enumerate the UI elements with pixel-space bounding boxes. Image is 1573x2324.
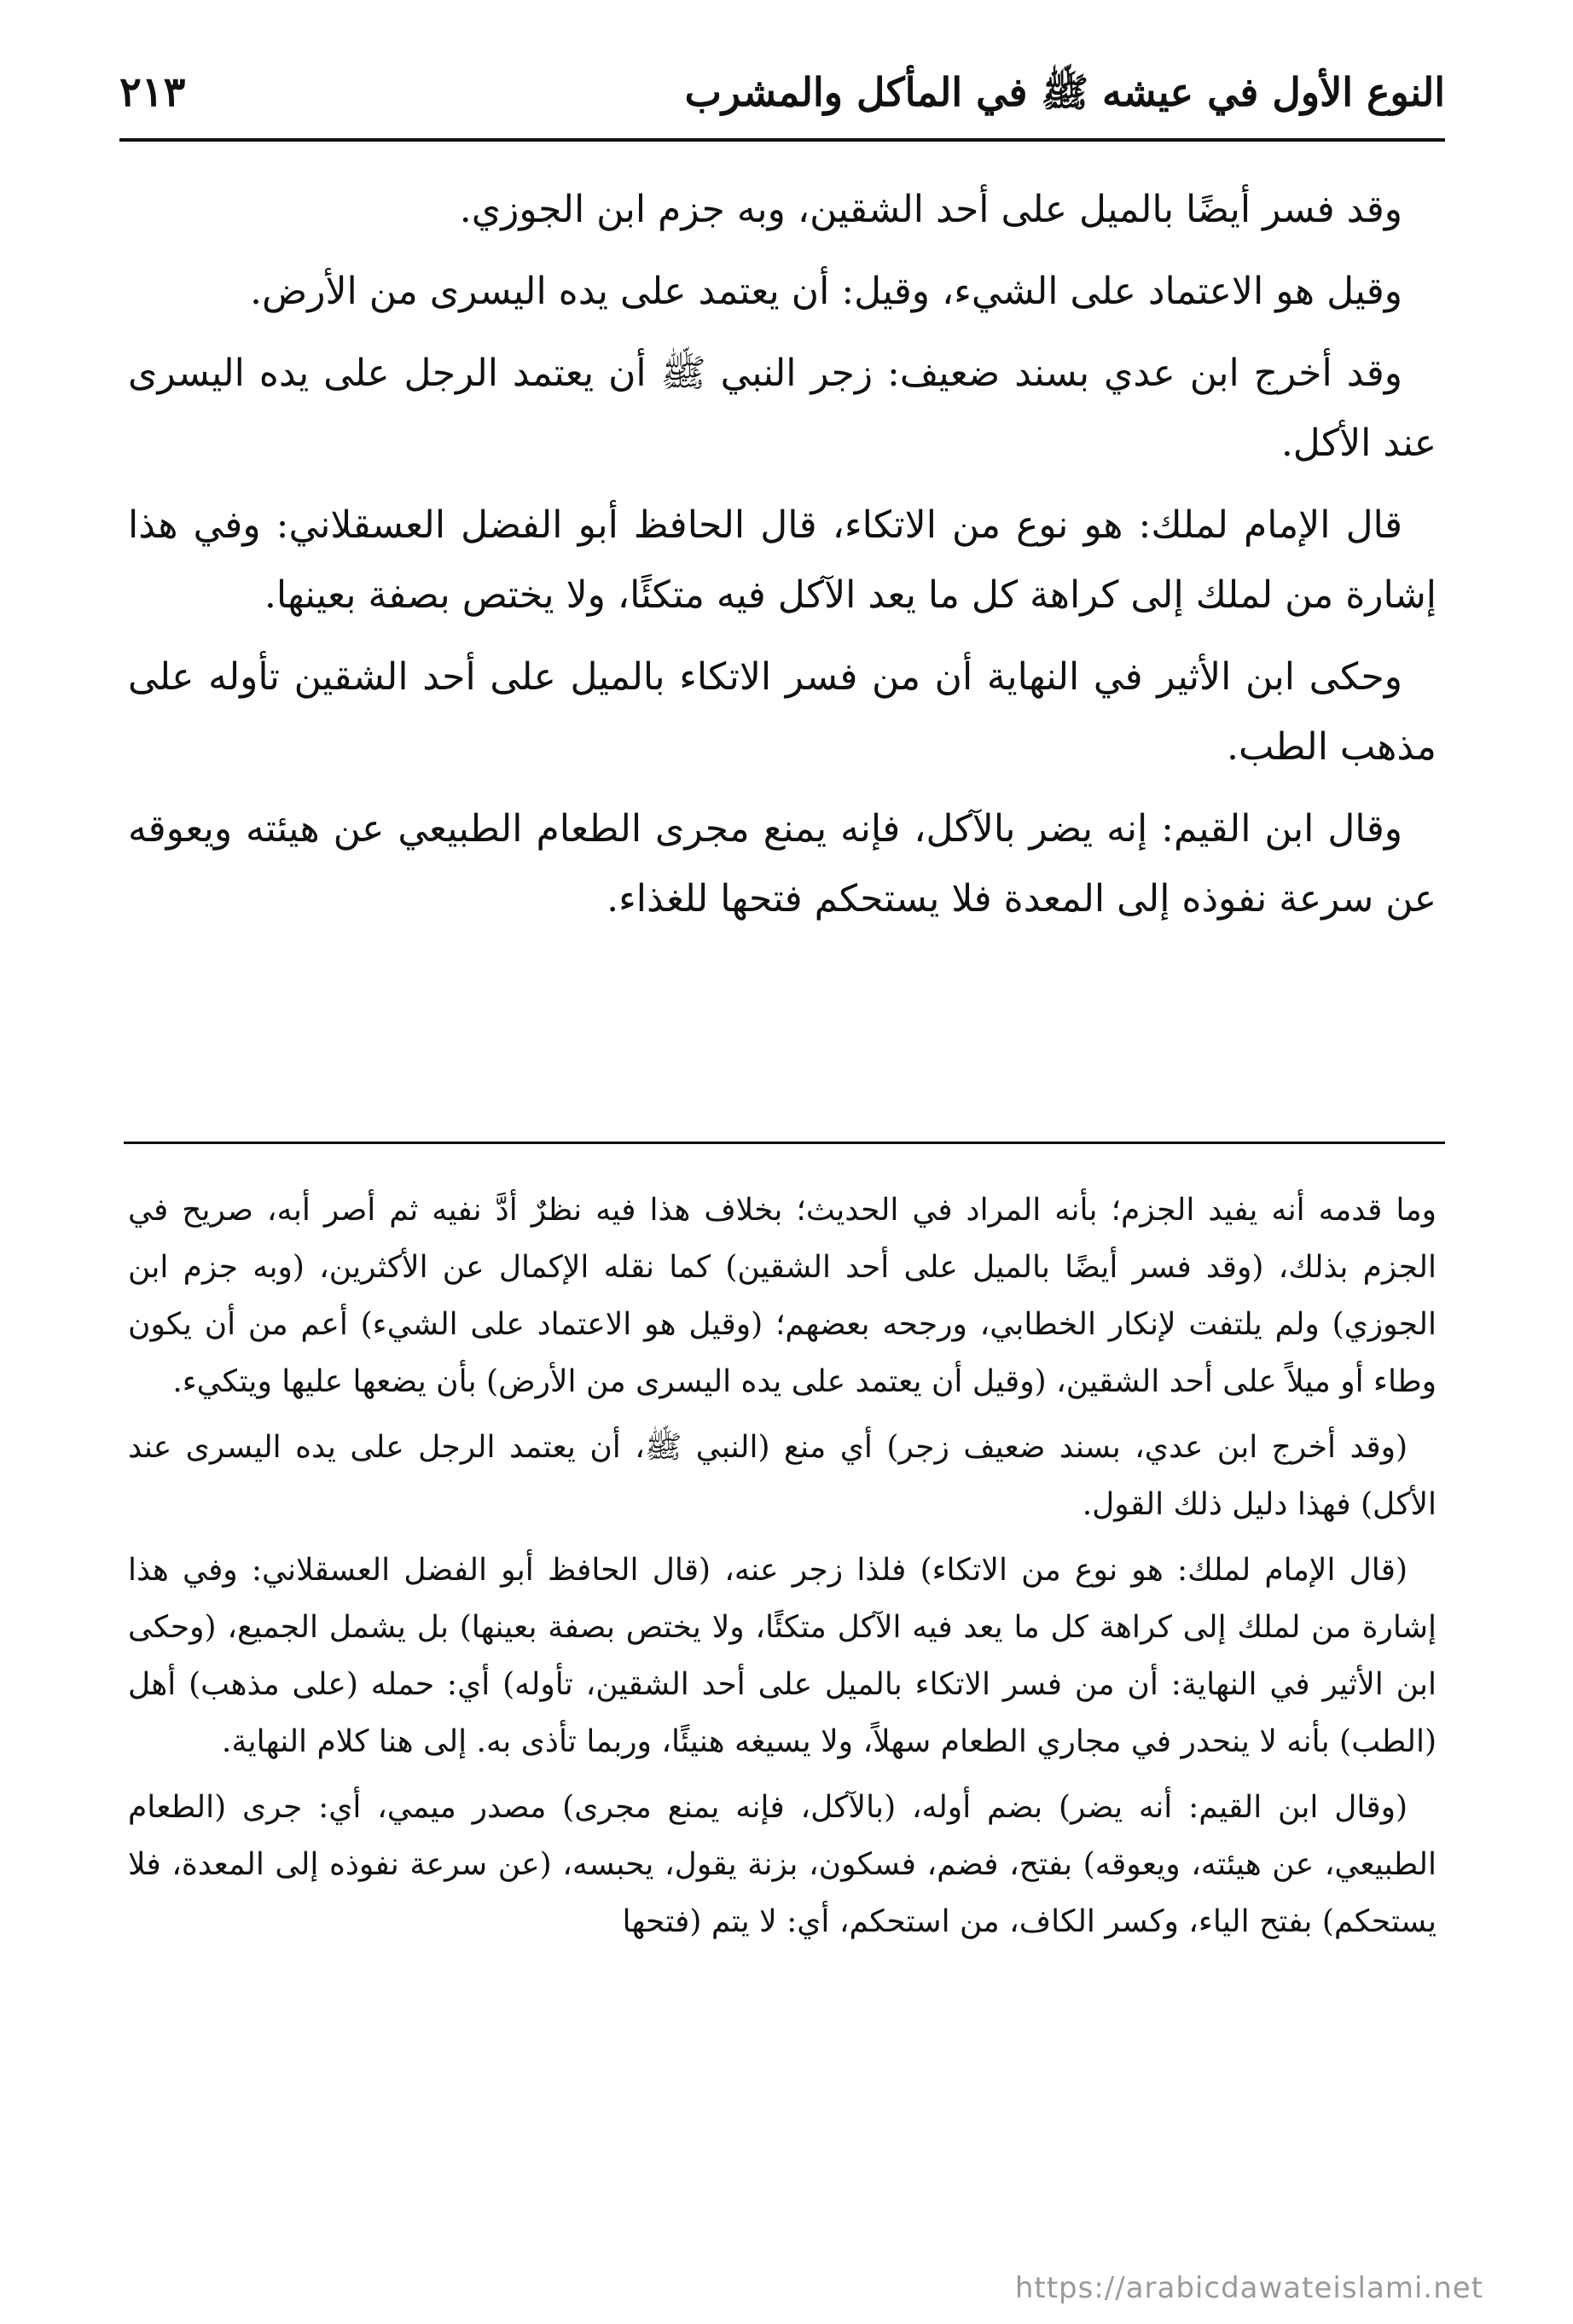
commentary-text — [128, 1182, 1437, 1959]
commentary-paragraph: (وقد أخرج ابن عدي، بسند ضعيف زجر) أي منع (النبي ﷺ، أن يعتمد الرجل على يده اليسرى عند الأكل) فهذا دليل ذلك القول. — [128, 1430, 1437, 1522]
page-header — [119, 60, 1445, 141]
main-text — [128, 175, 1437, 946]
main-paragraph: قال الإمام لملك: هو نوع من الاتكاء، قال الحافظ أبو الفضل العسقلاني: وفي هذا إشارة من لملك إلى كراهة كل ما يعد الآكل فيه متكئًا، ولا يختص بصفة بعينها. — [128, 503, 1437, 617]
main-paragraph: وقد فسر أيضًا بالميل على أحد الشقين، وبه جزم ابن الجوزي. — [459, 188, 1402, 231]
commentary-divider — [124, 1142, 1445, 1144]
commentary-paragraph: (قال الإمام لملك: هو نوع من الاتكاء) فلذا زجر عنه، (قال الحافظ أبو الفضل العسقلاني: وفي هذا إشارة من لملك إلى كراهة كل ما يعد فيه الآكل متكئًا، ولا يختص بصفة بعينها) بل يشمل الجميع، (وحكى ابن الأثير في النهاية: أن من فسر الاتكاء بالميل على أحد الشقين، تأوله) أي: حمله (على مذهب) أهل (الطب) بأنه لا ينحدر في مجاري الطعام سهلاً، ولا يسيغه هنيئًا، وربما تأذى به. إلى هنا كلام النهاية. — [128, 1553, 1437, 1759]
watermark-url: https://arabicdawateislami.net — [1014, 2271, 1483, 2305]
page-number: ٢١٣ — [119, 68, 186, 116]
commentary-paragraph: (وقال ابن القيم: أنه يضر) بضم أوله، (بالآكل، فإنه يمنع مجرى) مصدر ميمي، أي: جرى (الطعام الطبيعي، عن هيئته، ويعوقه) بفتح، فضم، فسكون، بزنة يقول، يحبسه، (عن سرعة نفوذه إلى المعدة، فلا يستحكم) بفتح الياء، وكسر الكاف، من استحكم، أي: لا يتم (فتحها — [128, 1790, 1437, 1939]
main-paragraph: وحكى ابن الأثير في النهاية أن من فسر الاتكاء بالميل على أحد الشقين تأوله على مذهب الطب. — [128, 655, 1437, 769]
header-divider — [119, 138, 1445, 142]
commentary-paragraph: وما قدمه أنه يفيد الجزم؛ بأنه المراد في الحديث؛ بخلاف هذا فيه نظرٌ أدَّ نفيه ثم أصر أبه، صريح في الجزم بذلك، (وقد فسر أيضًا بالميل على أحد الشقين) كما نقله الإكمال عن الأكثرين، (وبه جزم ابن الجوزي) ولم يلتفت لإنكار الخطابي، ورجحه بعضهم؛ (وقيل هو الاعتماد على الشيء) أعم من أن يكون وطاء أو ميلاً على أحد الشقين، (وقيل أن يعتمد على يده اليسرى من الأرض) بأن يضعها عليها ويتكيء. — [128, 1193, 1437, 1399]
main-paragraph: وقيل هو الاعتماد على الشيء، وقيل: أن يعتمد على يده اليسرى من الأرض. — [250, 270, 1402, 313]
main-paragraph: وقال ابن القيم: إنه يضر بالآكل، فإنه يمنع مجرى الطعام الطبيعي عن هيئته ويعوقه عن سرعة نفوذه إلى المعدة فلا يستحكم فتحها للغذاء. — [128, 807, 1437, 921]
main-paragraph: وقد أخرج ابن عدي بسند ضعيف: زجر النبي ﷺ أن يعتمد الرجل على يده اليسرى عند الأكل. — [128, 352, 1437, 465]
running-title: النوع الأول في عيشه ﷺ في المأكل والمشرب — [684, 69, 1445, 115]
